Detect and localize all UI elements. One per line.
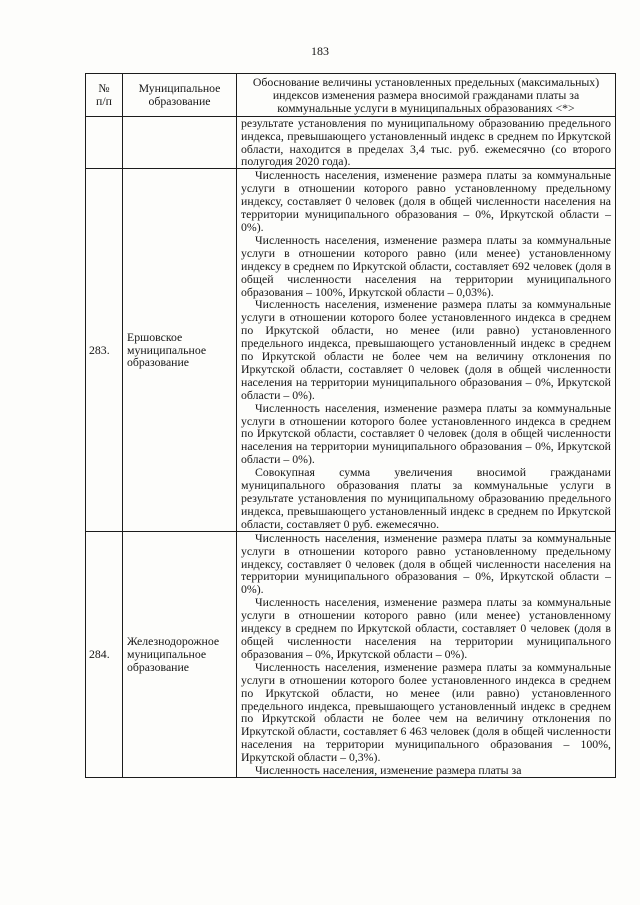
- continuation-paragraph: результате установления по муниципальному образованию предельного индекса, превышающего установленный индекс в среднем по Иркутской области, находится в пределах 3,4 тыс. руб. ежемесячно (со второго полугодия 2020 года).: [241, 115, 611, 169]
- paragraph: Численность населения, изменение размера платы за коммунальные услуги в отношении которого более установленного индекса в среднем по Иркутской области, составляет 0 человек (доля в общей численности населения на территории муниципального образования – 0%, Иркутской области – 0%).: [241, 400, 611, 467]
- header-municipality-line1: Муниципальное: [138, 81, 221, 96]
- table-row-284: [86, 531, 616, 777]
- row-justification: [237, 169, 616, 531]
- header-number-line1: №: [98, 81, 110, 96]
- paragraph: Численность населения, изменение размера платы за коммунальные услуги в отношении которого равно (или менее) установленному индексу в среднем по Иркутской области, составляет 0 человек (доля в общей численности населения на территории муниципального образования – 0%, Иркутской области – 0%).: [241, 595, 611, 661]
- header-municipality-cell: [123, 74, 237, 117]
- table-row-continuation: [86, 116, 616, 169]
- row-number: 284.: [86, 531, 123, 777]
- header-number-cell: [86, 74, 123, 117]
- page-number: 183: [311, 44, 329, 58]
- header-justification-cell: Обоснование величины установленных предельных (максимальных) индексов изменения размера вносимой гражданами платы за коммунальные услуги в муниципальных образованиях <*>: [237, 74, 616, 117]
- row-municipality: Ершовское муниципальное образование: [123, 169, 237, 531]
- index-justification-table: [85, 73, 616, 778]
- row-number: 283.: [86, 169, 123, 531]
- continuation-number-cell: [86, 116, 123, 169]
- row-justification: [237, 531, 616, 777]
- paragraph: Совокупная сумма увеличения вносимой гражданами муниципального образования платы за коммунальные услуги в результате установления по муниципальному образованию предельного индекса, превышающего установленный индекс в среднем по Иркутской области, составляет 0 руб. ежемесячно.: [241, 465, 611, 531]
- continuation-municipality-cell: [123, 116, 237, 169]
- paragraph: Численность населения, изменение размера платы за коммунальные услуги в отношении которого равно установленному предельному индексу, составляет 0 человек (доля в общей численности населения на территории муниципального образования – 0%, Иркутской области – 0%).: [241, 168, 611, 234]
- paragraph: Численность населения, изменение размера платы за коммунальные услуги в отношении которого равно установленному предельному индексу, составляет 0 человек (доля в общей численности населения на территории муниципального образования – 0%, Иркутской области – 0%).: [241, 530, 611, 597]
- table-row-283: [86, 169, 616, 531]
- paragraph: Численность населения, изменение размера платы за коммунальные услуги в отношении которого равно (или менее) установленному индексу в среднем по Иркутской области, составляет 692 человек (доля в общей численности населения на территории муниципального образования – 100%, Иркутской области – 0,03%).: [241, 232, 611, 299]
- header-number-line2: п/п: [96, 94, 112, 109]
- row-municipality: Железнодорожное муниципальное образование: [123, 531, 237, 777]
- paragraph: Численность населения, изменение размера платы за коммунальные услуги в отношении которого более установленного индекса в среднем по Иркутской области, но менее (или равно) установленного предельного индекса, превышающего установленный индекс в среднем по Иркутской области не более чем на величину отклонения по Иркутской области, составляет 0 человек (доля в общей численности населения на территории муниципального образования – 0%, Иркутской области – 0%).: [241, 297, 611, 402]
- table-header-row: [86, 74, 616, 117]
- header-municipality-line2: образование: [148, 94, 211, 109]
- paragraph: Численность населения, изменение размера платы за: [255, 763, 522, 778]
- paragraph: Численность населения, изменение размера платы за коммунальные услуги в отношении которого более установленного индекса в среднем по Иркутской области, но менее (или равно) установленного предельного индекса, превышающего установленный индекс в среднем по Иркутской области не более чем на величину отклонения по Иркутской области, составляет 6 463 человек (доля в общей численности населения на территории муниципального образования – 100%, Иркутской области – 0,3%).: [241, 659, 611, 765]
- continuation-text-cell: [237, 116, 616, 169]
